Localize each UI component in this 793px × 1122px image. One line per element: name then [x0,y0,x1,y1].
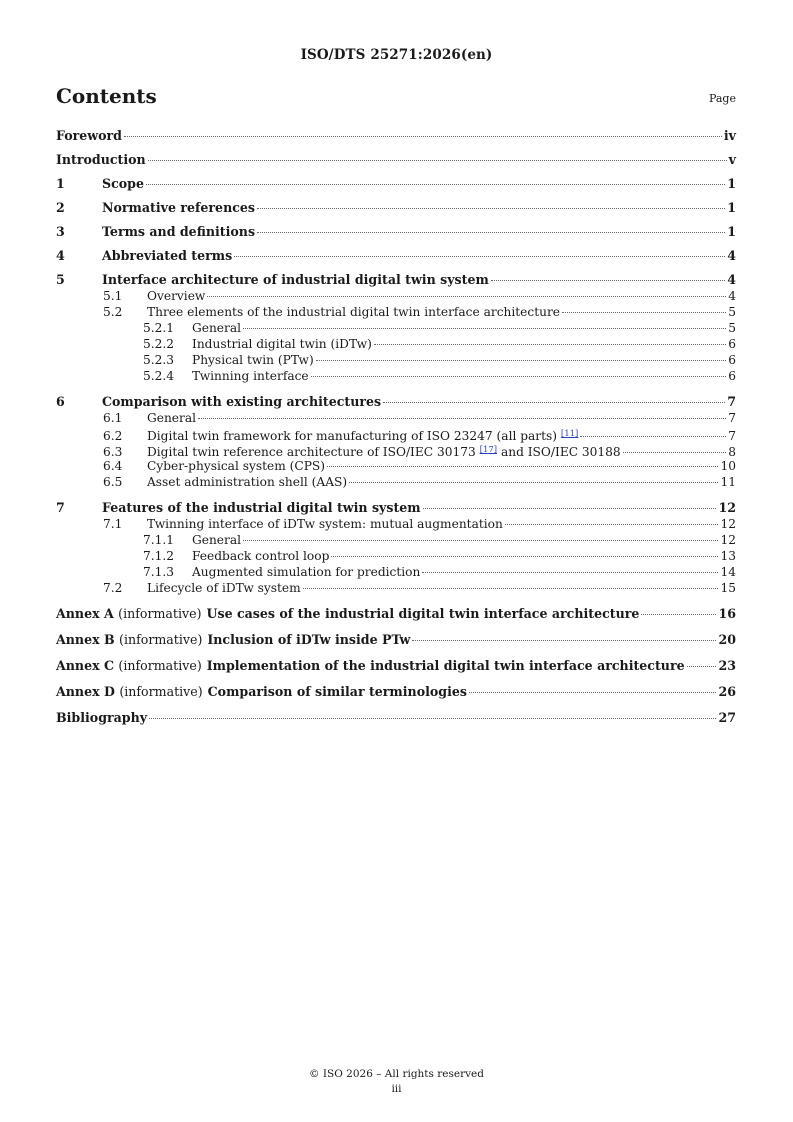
toc-entry[interactable] [56,394,736,410]
toc-entry-page: 6 [728,337,736,351]
toc-entry-title [147,516,503,532]
toc-entry-title [56,632,410,648]
dot-leader [316,360,726,361]
dot-leader [623,452,727,453]
toc-entry-text: General [147,411,196,425]
toc-entry-title [56,658,685,674]
toc-entry[interactable] [56,288,736,304]
toc-entry[interactable] [56,410,736,426]
dot-leader [505,524,719,525]
toc-entry[interactable] [56,710,736,726]
toc-entry-text: Bibliography [56,710,148,725]
toc-entry-text: General [192,533,241,547]
annex-informative-label: (informative) [118,606,202,621]
toc-entry-title [102,248,232,264]
toc-entry[interactable] [56,224,736,240]
toc-entry-text: Overview [147,289,206,303]
toc-entry[interactable] [56,304,736,320]
annex-label: Annex C [56,658,115,673]
toc-entry-page: 16 [718,606,736,621]
toc-entry-text: Twinning interface [192,369,309,383]
toc-entry-page: 15 [720,581,736,595]
toc-entry-text: Normative references [102,200,256,215]
toc-entry-text: Augmented simulation for prediction [192,565,421,579]
toc-entry[interactable] [56,548,736,564]
toc-entry-title [192,352,314,368]
document-id-header: ISO/DTS 25271:2026(en) [300,47,493,63]
toc-entry[interactable] [56,474,736,490]
toc-entry[interactable] [56,500,736,516]
dot-leader [149,718,716,719]
dot-leader [383,402,725,403]
toc-entry-page: 6 [728,369,736,383]
toc-entry-number: 6.4 [103,459,123,473]
toc-entry-number: 5.2.2 [143,337,175,351]
toc-entry-text: Industrial digital twin (iDTw) [192,337,372,351]
toc-entry-title [147,288,205,304]
dot-leader [146,184,725,185]
toc-entry[interactable] [56,176,736,192]
toc-entry-text: Introduction [56,152,146,167]
annex-informative-label: (informative) [118,658,202,673]
toc-entry-number: 7.1.2 [143,549,175,563]
toc-entry-page: 11 [720,475,736,489]
toc-entry-text: Three elements of the industrial digital twin interface architecture [147,305,560,319]
toc-entry-page: 10 [720,459,736,473]
toc-entry-number: 6.2 [103,429,123,443]
dot-leader [124,136,722,137]
annex-title: Comparison of similar terminologies [207,684,467,699]
toc-entry-page: 14 [720,565,736,579]
toc-entry-title [102,176,144,192]
dot-leader [331,556,718,557]
toc-entry-title [147,458,325,474]
toc-entry-number: 1 [56,176,65,191]
toc-entry-text: Twinning interface of iDTw system: mutual augmentation [147,517,503,531]
toc-entry-number: 7.1.3 [143,565,175,579]
toc-entry-title [192,548,329,564]
toc-entry-number: 6.5 [103,475,123,489]
dot-leader [234,256,725,257]
page-column-label: Page [708,92,736,105]
annex-informative-label: (informative) [119,632,203,647]
dot-leader [243,328,726,329]
dot-leader [469,692,716,693]
toc-entry-page: 1 [727,200,736,215]
toc-entry-title [192,368,309,384]
toc-entry-title [192,320,241,336]
toc-entry-page: 4 [727,248,736,263]
toc-entry-number: 6.1 [103,411,123,425]
toc-entry-page: 5 [728,321,736,335]
toc-entry-title [102,224,255,240]
toc-entry-page: 6 [728,353,736,367]
toc-entry-number: 7.1.1 [143,533,175,547]
toc-entry-text: Terms and definitions [102,224,256,239]
dot-leader [243,540,718,541]
toc-entry-title [102,272,489,288]
toc-entry-text: Physical twin (PTw) [192,353,314,367]
toc-entry-number: 6 [56,394,65,409]
toc-entry-title [147,304,560,320]
toc-entry-page: 23 [718,658,736,673]
toc-entry-title [56,710,147,726]
citation-link[interactable]: [17] [479,445,498,455]
annex-title: Use cases of the industrial digital twin interface architecture [206,606,640,621]
annex-label: Annex D [56,684,115,699]
toc-entry-number: 5.2 [103,305,123,319]
toc-entry-number: 6.3 [103,445,123,459]
toc-entry[interactable] [56,684,736,700]
dot-leader [422,572,718,573]
toc-entry-text: Lifecycle of iDTw system [147,581,301,595]
toc-entry-title [102,394,381,410]
toc-entry[interactable] [56,336,736,352]
toc-entry-title [102,500,421,516]
toc-entry[interactable] [56,128,736,144]
toc-entry-page: 26 [718,684,736,699]
toc-entry-text: Feedback control loop [192,549,330,563]
toc-entry-page: 7 [728,429,736,443]
toc-entry-page: 4 [727,272,736,287]
dot-leader [687,666,717,667]
toc-entry-text: Features of the industrial digital twin system [102,500,421,515]
toc-entry-page: v [728,152,736,167]
toc-entry[interactable] [56,516,736,532]
toc-entry[interactable] [56,368,736,384]
citation-link[interactable]: [11] [560,429,579,439]
dot-leader [641,614,716,615]
dot-leader [412,640,716,641]
toc-entry[interactable] [56,352,736,368]
toc-entry-number: 4 [56,248,65,263]
dot-leader [198,418,726,419]
dot-leader [148,160,727,161]
dot-leader [374,344,726,345]
toc-entry[interactable] [56,632,736,648]
toc-entry-title [147,410,196,426]
toc-entry-title [102,200,255,216]
dot-leader [303,588,719,589]
annex-label: Annex B [56,632,115,647]
toc-entry-number: 5.2.1 [143,321,175,335]
toc-entry[interactable] [56,320,736,336]
dot-leader [423,508,717,509]
toc-entry-title [56,128,122,144]
toc-entry-text: Comparison with existing architectures [102,394,382,409]
annex-label: Annex A [56,606,114,621]
toc-entry-text-continued: and ISO/IEC 30188 [497,445,621,459]
toc-entry-number: 5.2.3 [143,353,175,367]
toc-entry-page: 7 [727,394,736,409]
dot-leader [562,312,726,313]
toc-entry-title [56,152,146,168]
toc-entry-page: 12 [720,517,736,531]
annex-informative-label: (informative) [119,684,203,699]
toc-entry-number: 5 [56,272,65,287]
toc-entry-title [192,532,241,548]
toc-entry-title [192,564,420,580]
toc-entry-title [56,684,467,700]
toc-entry[interactable] [56,458,736,474]
toc-entry[interactable] [56,442,736,458]
dot-leader [257,232,725,233]
toc-entry[interactable] [56,200,736,216]
toc-entry-number: 7 [56,500,65,515]
toc-entry[interactable] [56,152,736,168]
toc-entry-text: Scope [102,176,144,191]
toc-entry-text: Interface architecture of industrial digital twin system [102,272,489,287]
toc-entry[interactable] [56,248,736,264]
toc-entry-number: 3 [56,224,65,239]
dot-leader [580,436,726,437]
toc-entry-page: 5 [728,305,736,319]
page-footer [0,1067,793,1097]
toc-entry-text: Digital twin reference architecture of ISO/IEC 30173 [147,445,476,459]
toc-entry[interactable] [56,658,736,674]
toc-entry[interactable] [56,426,736,442]
toc-entry-page: 4 [728,289,736,303]
toc-entry-page: 20 [718,632,736,647]
dot-leader [257,208,725,209]
dot-leader [491,280,725,281]
toc-entry-page: iv [723,128,736,143]
toc-entry-page: 27 [718,710,736,725]
toc-entry-number: 7.2 [103,581,123,595]
copyright-notice: © ISO 2026 – All rights reserved [309,1068,484,1080]
toc-entry-text: General [192,321,241,335]
toc-entry-text: Asset administration shell (AAS) [147,475,348,489]
dot-leader [349,482,718,483]
table-of-contents [56,128,736,726]
toc-entry-text: Digital twin framework for manufacturing of ISO 23247 (all parts) [147,429,558,443]
toc-entry-page: 1 [727,224,736,239]
page-number: iii [391,1083,402,1095]
toc-entry-number: 5.1 [103,289,123,303]
toc-entry[interactable] [56,272,736,288]
dot-leader [327,466,718,467]
toc-entry-page: 13 [720,549,736,563]
toc-entry[interactable] [56,564,736,580]
toc-entry-page: 7 [728,411,736,425]
toc-entry[interactable] [56,532,736,548]
dot-leader [311,376,727,377]
toc-entry-page: 12 [720,533,736,547]
toc-entry[interactable] [56,580,736,596]
toc-entry-title [147,474,347,490]
page-title: Contents [56,84,157,108]
toc-entry-page: 8 [728,445,736,459]
toc-entry-number: 7.1 [103,517,123,531]
toc-entry-text: Abbreviated terms [102,248,233,263]
toc-entry-text: Foreword [56,128,122,143]
annex-title: Implementation of the industrial digital twin interface architecture [206,658,685,673]
dot-leader [207,296,726,297]
annex-title: Inclusion of iDTw inside PTw [207,632,411,647]
toc-entry[interactable] [56,606,736,622]
toc-entry-page: 12 [718,500,736,515]
toc-entry-number: 2 [56,200,65,215]
toc-entry-title [192,336,372,352]
toc-entry-text: Cyber-physical system (CPS) [147,459,326,473]
toc-entry-number: 5.2.4 [143,369,175,383]
contents-title-row [56,84,736,114]
toc-entry-page: 1 [727,176,736,191]
toc-entry-title [56,606,639,622]
toc-entry-title [147,580,301,596]
